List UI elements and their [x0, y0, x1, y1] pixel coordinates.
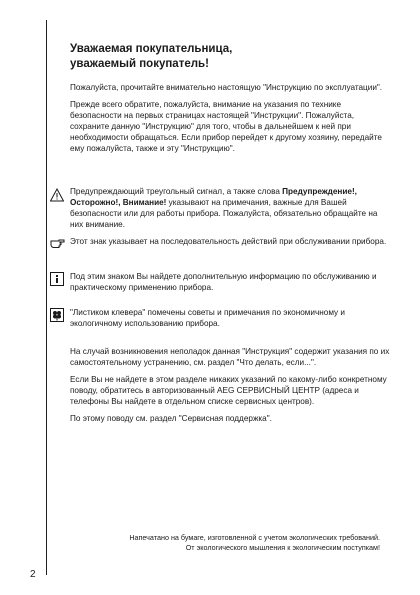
- intro-section: [70, 82, 390, 160]
- clover-leaf-icon: [50, 308, 64, 322]
- margin-rule: [46, 20, 47, 575]
- intro-paragraph-1: Пожалуйста, прочитайте внимательно настоящую "Инструкцию по эксплуатации".: [70, 83, 383, 92]
- info-text: Под этим знаком Вы найдете дополнительную информацию по обслуживанию и практическому применению прибора.: [70, 272, 377, 292]
- clover-text: "Листиком клевера" помечены советы и примечания по экономичному и экологичному использованию прибора.: [70, 308, 345, 328]
- title-line-2: уважаемый покупатель!: [70, 58, 209, 70]
- warning-keywords: Предупреждение!, Осторожно!, Внимание!: [70, 187, 357, 207]
- warning-triangle-icon: [50, 188, 64, 202]
- page-number: 2: [30, 569, 36, 580]
- info-icon: [50, 272, 64, 286]
- page-title: [70, 42, 390, 72]
- title-line-1: Уважаемая покупательница,: [70, 43, 233, 55]
- warning-text-start: Предупреждающий треугольный сигнал, а также слова: [70, 187, 283, 196]
- service-paragraph-3: По этому поводу см. раздел "Сервисная поддержка".: [70, 414, 272, 423]
- intro-paragraph-2: Прежде всего обратите, пожалуйста, внимание на указания по технике безопасности на первых страницах настоящей "Инструкции". Пожалуйста, сохраните данную "Инструкцию" для того, чтобы в дальнейшем к ней при необходимости обращаться. Если прибор перейдет к другому хозяину, передайте ему пожалуйста, также и эту "Инструкцию".: [70, 100, 382, 153]
- hand-section: [70, 236, 390, 253]
- warning-text-end: указывают на примечания, важные для Вашей безопасности или для работы прибора. Пожалуйста, обязательно обращайте на них внимание.: [70, 198, 378, 229]
- footer-line-2: От экологического мышления к экологическим поступкам!: [185, 543, 380, 552]
- service-paragraph-1: На случай возникновения неполадок данная "Инструкция" содержит указания по их самостоятельному устранению, см. раздел "Что делать, если...".: [70, 347, 390, 367]
- footer-line-1: Напечатано на бумаге, изготовленной с учетом экологических требований.: [129, 533, 380, 542]
- service-section: [70, 346, 390, 430]
- eco-footer: [50, 533, 380, 553]
- pointing-hand-icon: [50, 236, 66, 250]
- service-paragraph-2: Если Вы не найдете в этом разделе никаких указаний по какому-либо конкретному поводу, обратитесь в авторизованный AEG СЕРВИСНЫЙ ЦЕНТР (адреса и телефоны Вы найдете в отдельном списке сервисных центров).: [70, 375, 387, 406]
- info-section: [70, 271, 390, 299]
- warning-section: [70, 186, 390, 236]
- clover-section: [70, 307, 390, 335]
- hand-text: Этот знак указывает на последовательность действий при обслуживании прибора.: [70, 237, 387, 246]
